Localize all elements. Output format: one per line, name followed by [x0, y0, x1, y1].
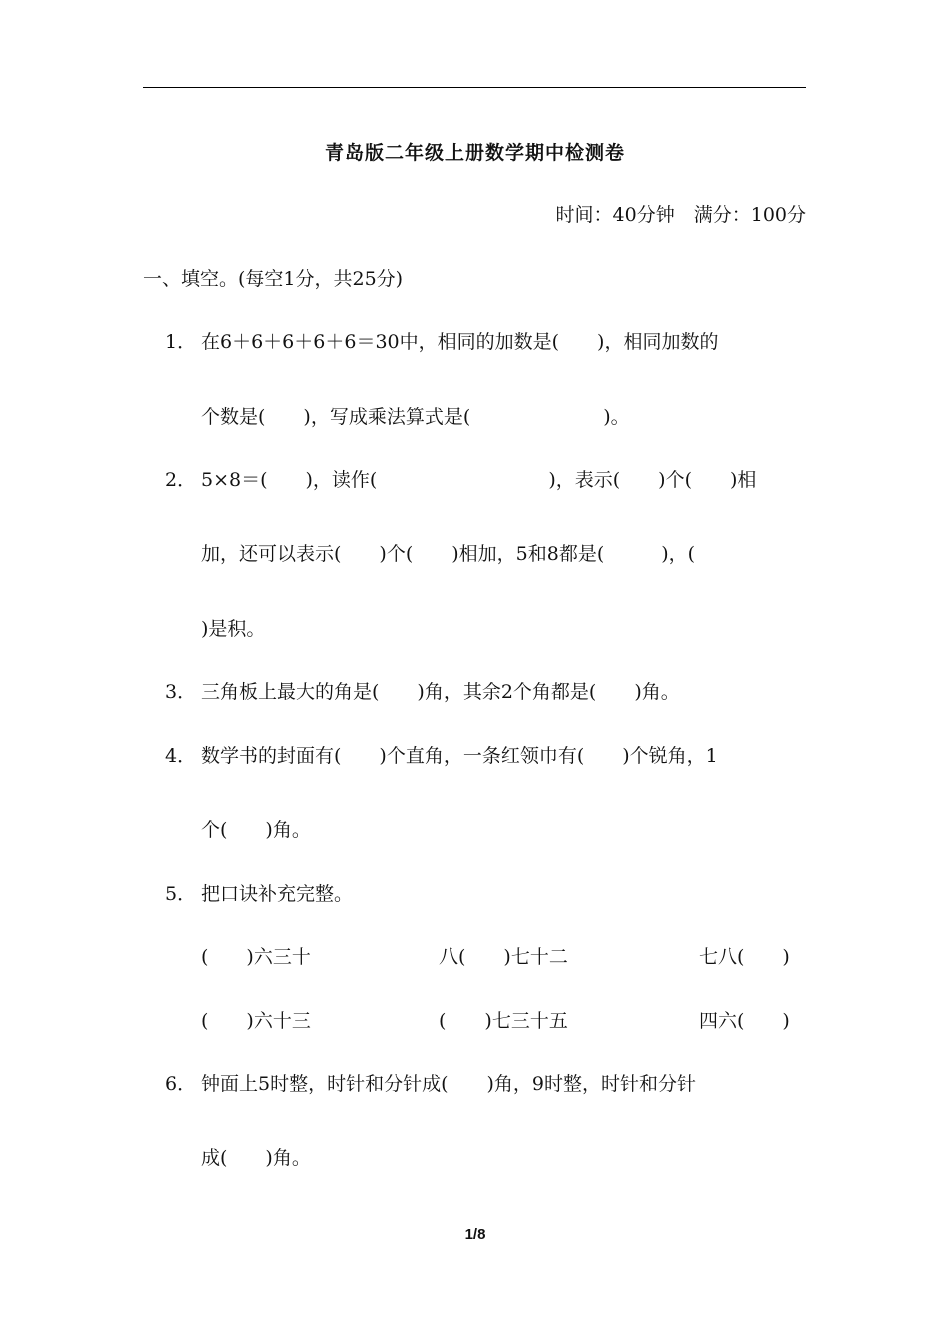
question-line: 三角板上最大的角是( )角，其余2个角都是( )角。 — [201, 681, 680, 703]
exam-meta: 时间：40分钟 满分：100分 — [555, 204, 806, 226]
section-heading: 一、填空。(每空1分，共25分) — [143, 268, 404, 290]
question-line: 个数是( )，写成乘法算式是( )。 — [201, 406, 630, 428]
question-number: 4． — [165, 745, 197, 767]
mnemonic-cell: ( )六十三 — [201, 1010, 311, 1032]
question-number: 2． — [165, 469, 197, 491]
question-line: 个( )角。 — [201, 819, 311, 841]
mnemonic-cell: ( )六三十 — [201, 946, 311, 968]
question-line: 加，还可以表示( )个( )相加，5和8都是( )，( — [201, 543, 696, 565]
question-number: 1． — [165, 331, 197, 353]
mnemonic-cell: ( )七三十五 — [439, 1010, 568, 1032]
question-number: 5． — [165, 883, 197, 905]
question-line: 把口诀补充完整。 — [201, 883, 354, 905]
question-number: 3． — [165, 681, 197, 703]
page-number: 1/8 — [464, 1226, 486, 1243]
question-line: 在6＋6＋6＋6＋6＝30中，相同的加数是( )，相同加数的 — [201, 331, 719, 353]
question-line: 钟面上5时整，时针和分针成( )角，9时整，时针和分针 — [201, 1073, 697, 1095]
question-number: 6． — [165, 1073, 197, 1095]
mnemonic-cell: 八( )七十二 — [439, 946, 568, 968]
question-line: 成( )角。 — [201, 1147, 311, 1169]
page-title: 青岛版二年级上册数学期中检测卷 — [324, 142, 625, 164]
question-line: )是积。 — [201, 618, 266, 640]
mnemonic-cell: 七八( ) — [699, 946, 790, 968]
mnemonic-cell: 四六( ) — [699, 1010, 790, 1032]
question-line: 5×8＝( )，读作( )，表示( )个( )相 — [201, 469, 757, 491]
top-rule — [143, 87, 806, 88]
question-line: 数学书的封面有( )个直角，一条红领巾有( )个锐角，1 — [201, 745, 718, 767]
